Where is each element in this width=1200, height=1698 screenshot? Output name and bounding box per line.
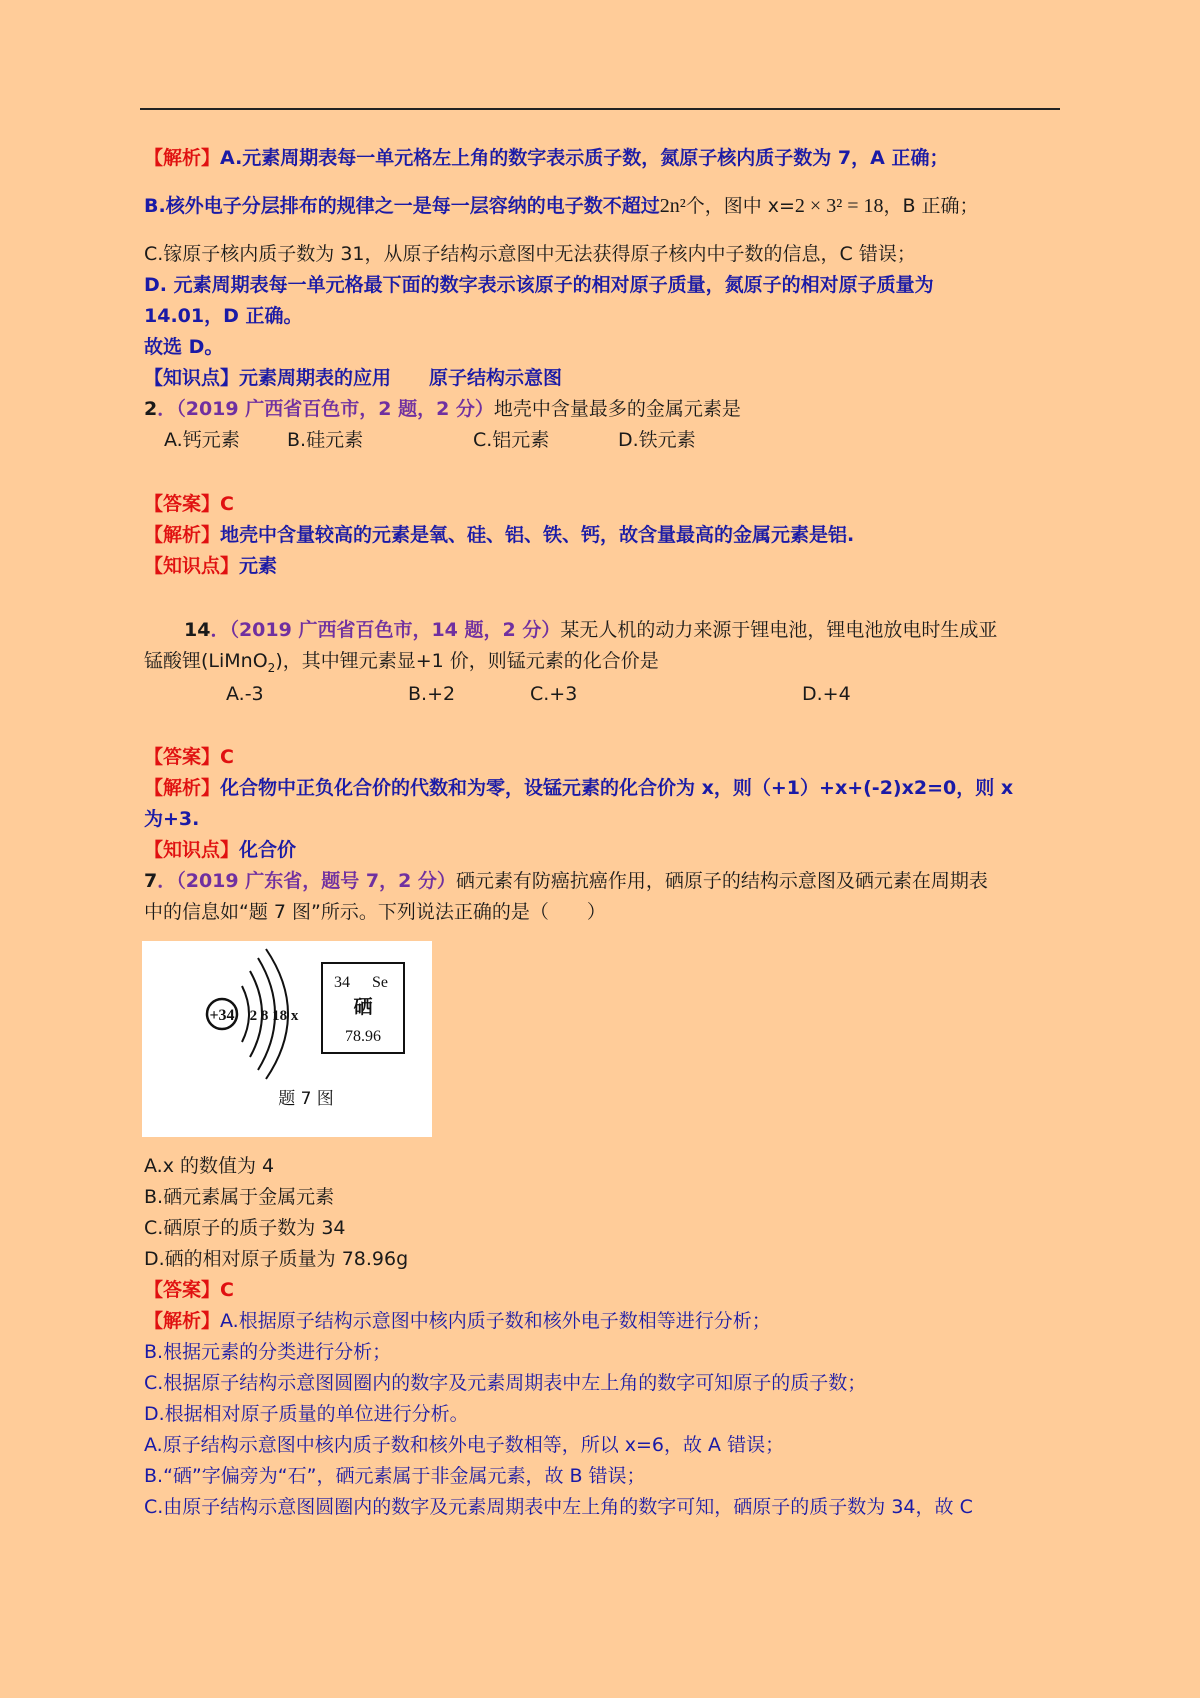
q2-option-a: A.钙元素 xyxy=(164,429,240,451)
q7-analysis-line: C.由原子结构示意图圆圈内的数字及元素周期表中左上角的数字可知，硒原子的质子数为 34，故 C xyxy=(144,1496,973,1518)
header-rule xyxy=(140,108,1060,110)
q2-analysis: 【解析】地壳中含量较高的元素是氧、硅、铝、铁、钙，故含量最高的金属元素是铝. xyxy=(144,524,855,546)
q7-analysis-line: 【解析】A.根据原子结构示意图中核内质子数和核外电子数相等进行分析； xyxy=(144,1310,771,1332)
prev-analysis-line-a: 【解析】A.元素周期表每一单元格左上角的数字表示质子数，氮原子核内质子数为 7，A 正确； xyxy=(144,147,949,169)
q14-analysis-1: 【解析】化合物中正负化合价的代数和为零，设锰元素的化合价为 x，则（+1）+x+(-2)x2=0，则 x xyxy=(144,777,1014,799)
q7-analysis-line: C.根据原子结构示意图圆圈内的数字及元素周期表中左上角的数字可知原子的质子数； xyxy=(144,1372,867,1394)
cell-atomic-number: 34 xyxy=(334,974,350,991)
prev-knowledge: 【知识点】元素周期表的应用 原子结构示意图 xyxy=(144,367,563,389)
cell-symbol: Se xyxy=(372,974,388,991)
q7-analysis-line: D.根据相对原子质量的单位进行分析。 xyxy=(144,1403,469,1425)
q7-analysis-line: B.根据元素的分类进行分析； xyxy=(144,1341,392,1363)
shell-arc-1 xyxy=(242,986,249,1042)
prev-analysis-line-d2: 14.01，D 正确。 xyxy=(144,305,303,327)
nucleus-label: +34 xyxy=(209,1007,235,1024)
q14-analysis-2: 为+3. xyxy=(144,808,200,830)
q7-figure xyxy=(142,941,432,1137)
q14-answer: 【答案】C xyxy=(144,746,234,768)
prev-analysis-line-d1: D. 元素周期表每一单元格最下面的数字表示该原子的相对原子质量，氮原子的相对原子质量为 xyxy=(144,274,934,296)
q7-answer: 【答案】C xyxy=(144,1279,234,1301)
q2-option-c: C.铝元素 xyxy=(473,429,550,451)
q7-stem-2: 中的信息如“题 7 图”所示。下列说法正确的是（ ） xyxy=(144,901,606,923)
q7-option-c: C.硒原子的质子数为 34 xyxy=(144,1217,346,1239)
q2-option-b: B.硅元素 xyxy=(287,429,364,451)
prev-analysis-line-c: C.镓原子核内质子数为 31，从原子结构示意图中无法获得原子核内中子数的信息，C 错误； xyxy=(144,243,916,265)
shell-numbers: 2 8 18 x xyxy=(249,1008,299,1024)
q2-answer: 【答案】C xyxy=(144,493,234,515)
cell-element-name: 硒 xyxy=(353,996,373,1018)
atom-structure-diagram xyxy=(142,941,432,1137)
prev-analysis-line-b: B.核外电子分层排布的规律之一是每一层容纳的电子数不超过2n²个，图中 x=2 × 3² = 18，B 正确； xyxy=(144,195,979,217)
q7-option-b: B.硒元素属于金属元素 xyxy=(144,1186,335,1208)
q14-option-b: B.+2 xyxy=(408,683,456,705)
q14-option-c: C.+3 xyxy=(530,683,578,705)
q7-option-d: D.硒的相对原子质量为 78.96g xyxy=(144,1248,409,1270)
prev-conclusion: 故选 D。 xyxy=(144,336,224,358)
q14-option-a: A.-3 xyxy=(226,683,264,705)
cell-atomic-mass: 78.96 xyxy=(345,1028,381,1045)
q14-stem-1: 14．（2019 广西省百色市，14 题，2 分）某无人机的动力来源于锂电池，锂电池放电时生成亚 xyxy=(184,619,998,641)
q7-analysis-line: A.原子结构示意图中核内质子数和核外电子数相等，所以 x=6，故 A 错误； xyxy=(144,1434,785,1456)
q2-option-d: D.铁元素 xyxy=(618,429,696,451)
q7-stem-1: 7．（2019 广东省，题号 7，2 分）硒元素有防癌抗癌作用，硒原子的结构示意图及硒元素在周期表 xyxy=(144,870,988,892)
q2-knowledge: 【知识点】元素 xyxy=(144,555,278,577)
q14-option-d: D.+4 xyxy=(802,683,851,705)
q14-knowledge: 【知识点】化合价 xyxy=(144,839,297,861)
q2-stem: 2．（2019 广西省百色市，2 题，2 分）地壳中含量最多的金属元素是 xyxy=(144,398,741,420)
q14-stem-2: 锰酸锂(LiMnO$_2$)，其中锂元素显+1 价，则锰元素的化合价是 xyxy=(144,650,659,675)
q7-option-a: A.x 的数值为 4 xyxy=(144,1155,275,1177)
figure-caption: 题 7 图 xyxy=(278,1089,334,1109)
q7-analysis-line: B.“硒”字偏旁为“石”，硒元素属于非金属元素，故 B 错误； xyxy=(144,1465,646,1487)
